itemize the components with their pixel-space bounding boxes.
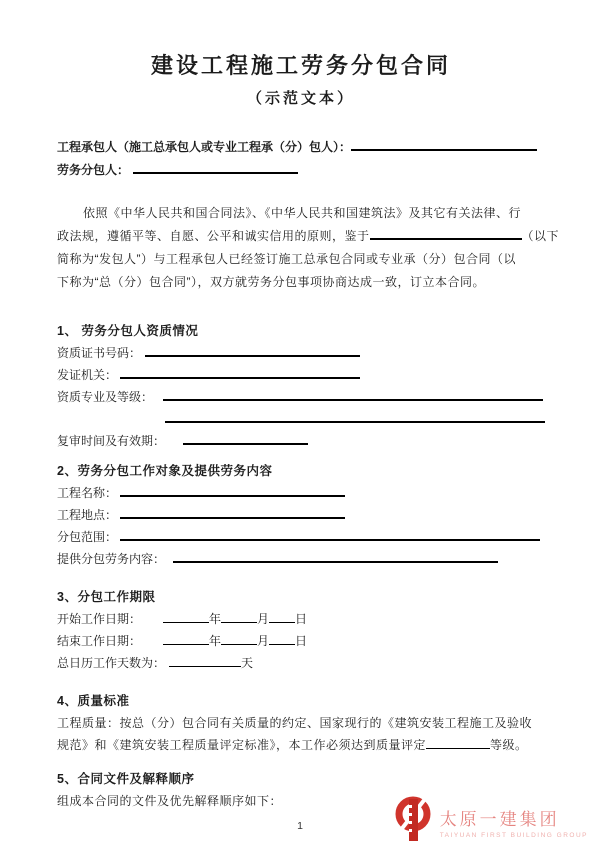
preamble-line-2-tail: （以下: [521, 229, 560, 243]
specialty-blank-line-2: [165, 411, 545, 423]
quality-line-2-text: 规范》和《建筑安装工程质量评定标准》，本工作必须达到质量评定: [57, 738, 427, 752]
document-subtitle: （示范文本）: [246, 90, 355, 107]
contractor-row: [57, 136, 545, 159]
subcontractor-name-blank: [133, 162, 298, 174]
page-number: 1: [297, 820, 303, 832]
logo-emblem-icon: [392, 794, 434, 849]
day-unit: 日: [295, 634, 308, 648]
services-row: [57, 548, 545, 570]
days-unit: 天: [241, 656, 254, 670]
start-year-blank: [163, 611, 209, 623]
contractor-name-blank: [351, 139, 537, 151]
document-title: 建设工程施工劳务分包合同: [150, 53, 451, 78]
logo-cn-text: 太原一建集团: [439, 809, 560, 829]
cert-number-row: [57, 342, 545, 364]
review-row: [57, 430, 545, 452]
section-work-period: [57, 586, 545, 674]
services-blank: [173, 551, 498, 563]
parties-block: [57, 136, 545, 182]
day-unit: 日: [295, 612, 308, 626]
end-date-label: 结束工作日期：: [57, 634, 142, 648]
employer-name-blank: [370, 228, 522, 240]
section-qualification: [57, 320, 545, 452]
quality-line-2: [57, 734, 545, 756]
preamble-line-2: [57, 225, 560, 248]
subcontract-scope-blank: [120, 529, 540, 541]
documents-order-line: 组成本合同的文件及优先解释顺序如下：: [57, 794, 283, 808]
end-year-blank: [163, 633, 209, 645]
calendar-days-blank: [169, 655, 241, 667]
end-month-blank: [221, 633, 257, 645]
month-unit: 月: [257, 612, 270, 626]
project-name-label: 工程名称：: [57, 486, 118, 500]
end-day-blank: [269, 633, 295, 645]
contractor-label: 工程承包人（施工总承包人或专业工程承（分）包人）：: [57, 140, 352, 154]
preamble-line-4: 下称为“总（分）包合同”），双方就劳务分包事项协商达成一致，订立本合同。: [57, 275, 485, 289]
section-2-heading: 2、劳务分包工作对象及提供劳务内容: [57, 464, 273, 478]
project-site-label: 工程地点：: [57, 508, 118, 522]
subcontractor-label: 劳务分包人：: [57, 163, 130, 177]
quality-grade-blank: [426, 737, 490, 749]
month-unit: 月: [257, 634, 270, 648]
calendar-days-row: [57, 652, 545, 674]
section-work-scope: [57, 460, 545, 570]
year-unit: 年: [209, 612, 222, 626]
start-month-blank: [221, 611, 257, 623]
specialty-blank: [163, 389, 543, 401]
cert-number-label: 资质证书号码：: [57, 346, 142, 360]
section-1-heading: 1、 劳务分包人资质情况: [57, 324, 199, 338]
cert-number-blank: [145, 345, 360, 357]
issuer-blank: [120, 367, 360, 379]
calendar-days-label: 总日历工作天数为：: [57, 656, 166, 670]
quality-line-2-tail: 等级。: [490, 738, 528, 752]
review-blank: [183, 433, 308, 445]
project-site-blank: [120, 507, 345, 519]
project-name-row: [57, 482, 545, 504]
preamble-line-1: 依照《中华人民共和国合同法》、《中华人民共和国建筑法》及其它有关法律、行: [83, 206, 522, 220]
preamble-line-2-text: 政法规，遵循平等、自愿、公平和诚实信用的原则，鉴于: [57, 229, 370, 243]
start-date-label: 开始工作日期：: [57, 612, 142, 626]
specialty-row: [57, 386, 545, 408]
services-label: 提供分包劳务内容：: [57, 552, 166, 566]
project-site-row: [57, 504, 545, 526]
logo-en-text: TAIYUAN FIRST BUILDING GROUP: [439, 831, 588, 839]
preamble-line-3: 简称为“发包人”）与工程承包人已经签订施工总承包合同或专业承（分）包合同（以: [57, 252, 516, 266]
review-label: 复审时间及有效期：: [57, 434, 166, 448]
subcontract-scope-label: 分包范围：: [57, 530, 118, 544]
company-logo: [392, 794, 588, 849]
issuer-row: [57, 364, 545, 386]
subcontractor-row: [57, 159, 545, 182]
project-name-blank: [120, 485, 345, 497]
section-quality-standard: [57, 690, 545, 756]
year-unit: 年: [209, 634, 222, 648]
section-3-heading: 3、分包工作期限: [57, 590, 156, 604]
specialty-extra-row: [57, 408, 545, 430]
preamble-paragraph: [57, 202, 560, 294]
logo-text-block: [440, 805, 588, 839]
subcontract-scope-row: [57, 526, 545, 548]
section-5-heading: 5、合同文件及解释顺序: [57, 772, 195, 786]
quality-line-1: 工程质量：按总（分）包合同有关质量的约定、国家现行的《建筑安装工程施工及验收: [57, 716, 533, 730]
start-date-row: [57, 608, 545, 630]
specialty-label: 资质专业及等级：: [57, 390, 154, 404]
start-day-blank: [269, 611, 295, 623]
section-4-heading: 4、质量标准: [57, 694, 130, 708]
end-date-row: [57, 630, 545, 652]
issuer-label: 发证机关：: [57, 368, 118, 382]
